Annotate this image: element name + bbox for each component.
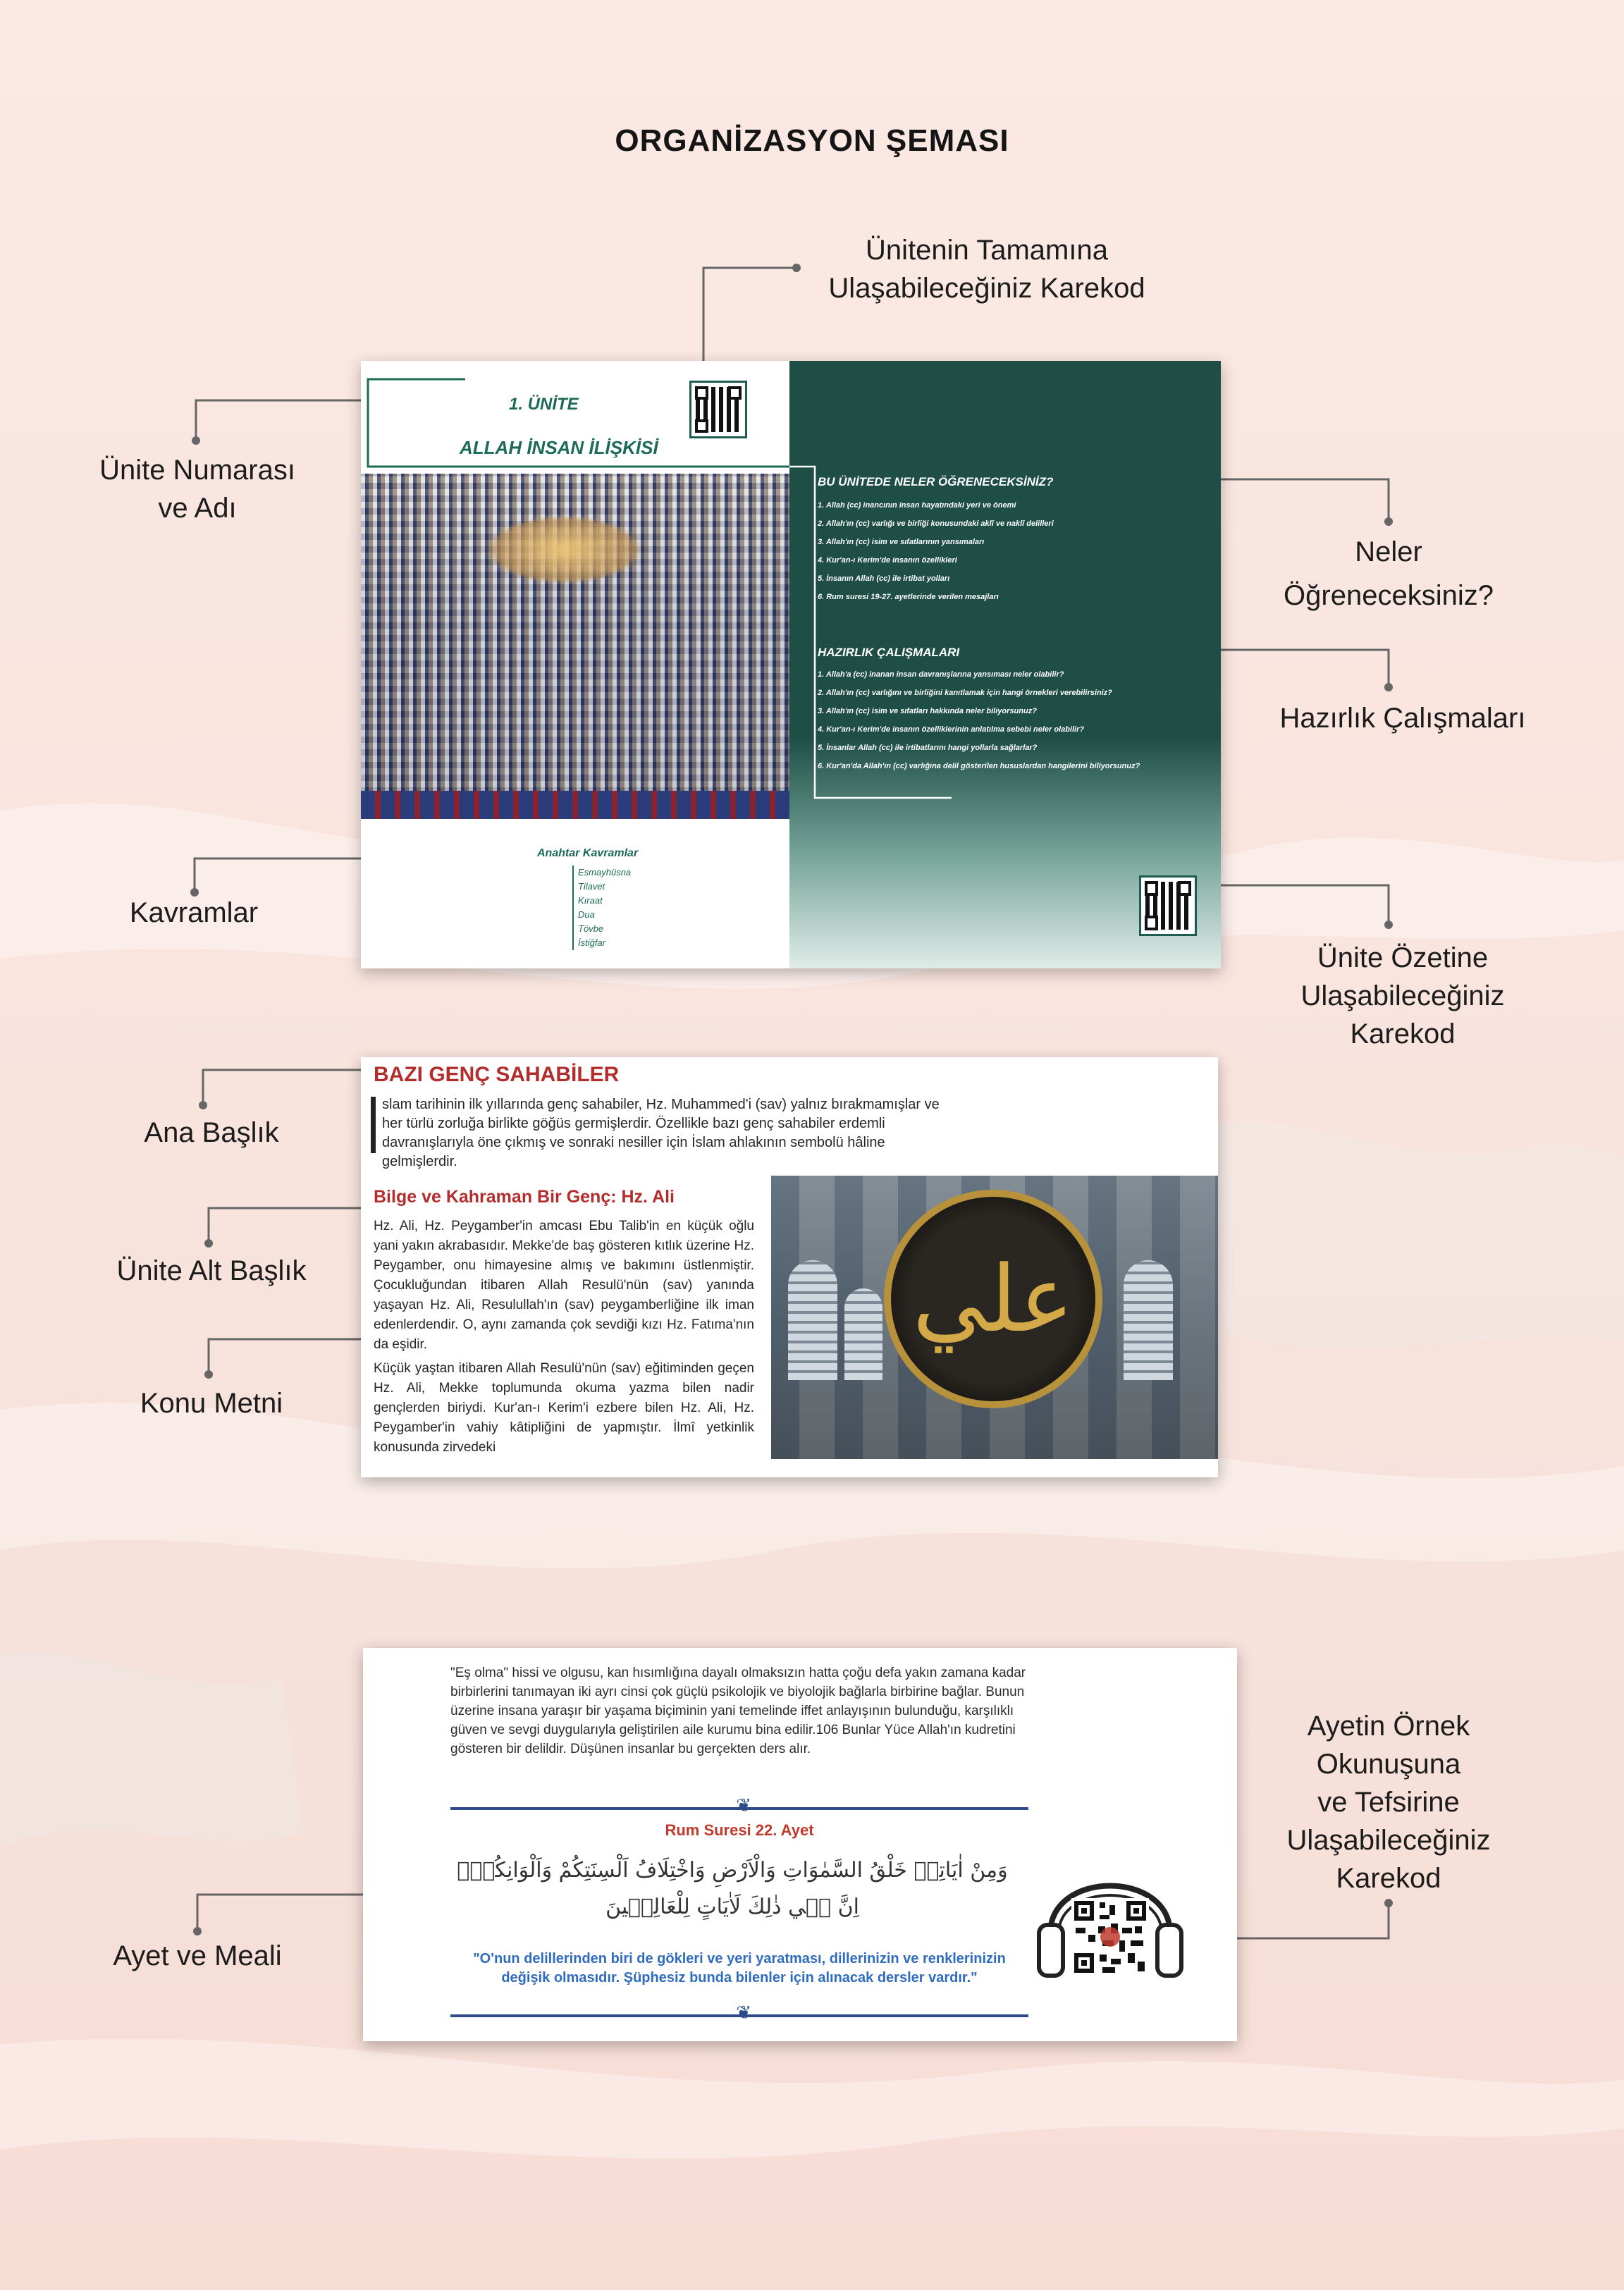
body-paragraph: Hz. Ali, Hz. Peygamber'in amcası Ebu Talib'in en küçük oğlu yani yakın akrabasıdır. Mekke'de baş gösteren kıtlık üzerine Hz. Peygamber, onu himayesine almış ve bakımını üstlenmiştir. Çocukluğundan itibaren Allah Resulü'nün (sav) yanında yaşayan Hz. Ali, Resulullah'ın (sav) peygamberliğine ilk iman edenlerdendir. O, aynı zamanda çok sevdiği kızı Hz. Fatıma'nın da eşidir. bbox=[374, 1219, 754, 1352]
callout-line: Ayet ve Meali bbox=[113, 1940, 282, 1971]
verse-panel bbox=[363, 1648, 1237, 2041]
callout-line: Ünite Alt Başlık bbox=[116, 1255, 307, 1286]
ornament-icon: ❦ bbox=[736, 2002, 751, 2023]
callout-line: ve Tefsirine bbox=[1317, 1787, 1460, 1818]
hazirlik-item: 2. Allah'ın (cc) varlığını ve birliğini kanıtlamak için hangi örnekleri verebilirsiniz? bbox=[818, 689, 1112, 697]
photo-rug bbox=[361, 791, 812, 819]
ornament-icon: ❦ bbox=[736, 1795, 751, 1816]
qr-corner bbox=[1145, 916, 1159, 930]
intro-text: slam tarihinin ilk yıllarında genç sahabiler, Hz. Muhammed'i (sav) yalnız bırakmamışlar ve her türlü zorluğa birlikte göğüs germişlerdir. Özellikle bazı genç sahabiler erdemli davranışlarıyla öne çıkmış ve sonraki nesiller için İslam ahlakının sembolü hâline gelmişlerdir. bbox=[382, 1097, 940, 1169]
headphones-icon[interactable] bbox=[1029, 1828, 1191, 1990]
callout-unite-ozeti bbox=[1241, 939, 1565, 1053]
callout-unite-numarasi bbox=[56, 451, 338, 527]
callout-ana-baslik bbox=[70, 1114, 352, 1152]
neler-item: 6. Rum suresi 19-27. ayetlerinde verilen mesajları bbox=[818, 593, 999, 601]
neler-item: 2. Allah'ın (cc) varlığı ve birliği konusundaki aklî ve naklî delilleri bbox=[818, 519, 1054, 528]
callout-ayet-karekod bbox=[1241, 1707, 1537, 1897]
callout-line: Ünite Numarası bbox=[99, 455, 295, 486]
callout-line: Ulaşabileceğiniz bbox=[1300, 980, 1505, 1011]
callout-ayet-meal bbox=[56, 1937, 338, 1975]
window-arch bbox=[1124, 1260, 1173, 1380]
unit-name: ALLAH İNSAN İLİŞKİSİ bbox=[460, 437, 658, 458]
kavramlar-list bbox=[572, 866, 631, 950]
drop-cap-i bbox=[371, 1097, 376, 1153]
neler-item: 5. İnsanın Allah (cc) ile irtibat yolları bbox=[818, 574, 950, 583]
neler-item: 4. Kur'an-ı Kerim'de insanın özellikleri bbox=[818, 556, 957, 565]
verse-translation: "O'nun delillerinden biri de gökleri ve yeri yaratması, dillerinizin ve renklerinizin değişik olmasıdır. Şüphesiz bunda bilenler için alınacak dersler vardır." bbox=[473, 1951, 1006, 1986]
qr-corner bbox=[728, 386, 742, 400]
hazirlik-list bbox=[818, 665, 1212, 775]
callout-alt-baslik bbox=[70, 1252, 352, 1290]
unit-cover-left bbox=[361, 361, 789, 968]
callout-line: Ünitenin Tamamına bbox=[866, 235, 1108, 266]
kavram-item: Kıraat bbox=[578, 895, 603, 906]
qr-corner bbox=[1145, 881, 1159, 896]
callout-line: Karekod bbox=[1336, 1863, 1441, 1894]
calligraphy-medallion bbox=[884, 1190, 1102, 1408]
qr-corner bbox=[695, 419, 709, 433]
qr-corner bbox=[695, 386, 709, 400]
neler-heading: BU ÜNİTEDE NELER ÖĞRENECEKSİNİZ? bbox=[818, 475, 1054, 488]
kavram-item: Tilavet bbox=[578, 881, 605, 892]
callout-konu-metni bbox=[70, 1384, 352, 1422]
medallion-text: علي bbox=[912, 1245, 1074, 1353]
hagia-sophia-photo bbox=[771, 1176, 1218, 1459]
hazirlik-heading: HAZIRLIK ÇALIŞMALARI bbox=[818, 646, 960, 659]
callout-line: Ana Başlık bbox=[144, 1117, 279, 1148]
leader-alt-baslik bbox=[209, 1208, 374, 1243]
window-arch bbox=[788, 1260, 837, 1380]
unit-number: 1. ÜNİTE bbox=[509, 395, 579, 414]
callout-kavramlar bbox=[70, 894, 317, 932]
callout-line: Hazırlık Çalışmaları bbox=[1279, 703, 1526, 734]
callout-hazirlik bbox=[1226, 699, 1579, 737]
unit-cover-right bbox=[789, 361, 1221, 968]
neler-item: 3. Allah'ın (cc) isim ve sıfatlarının yansımaları bbox=[818, 538, 985, 546]
hazirlik-item: 1. Allah'a (cc) inanan insan davranışlarına yansıması neler olabilir? bbox=[818, 670, 1064, 679]
callout-unite-karekod bbox=[775, 231, 1198, 307]
main-heading: BAZI GENÇ SAHABİLER bbox=[374, 1063, 620, 1086]
callout-line: Konu Metni bbox=[140, 1388, 283, 1419]
sub-heading: Bilge ve Kahraman Bir Genç: Hz. Ali bbox=[374, 1187, 675, 1207]
verse-intro-text: "Eş olma" hissi ve olgusu, kan hısımlığına dayalı olmaksızın hatta çoğu defa yakın zamana kadar birbirlerini tanımayan iki ayrı cinsi çok güçlü psikolojik ve biyolojik bağlarla birbirine bağlar. Bunun üzerine insana yaraşır bir yaşama biçiminin yani temelinde iffet anlayışının bulunduğu, karşılıklı güven ve sevgi duygularıyla geliştirilen aile kurumu bina edilir.106 Bunlar Yüce Allah'ın kudretini gösteren bir delildir. Düşünen insanlar bu gerçekten ders alır. bbox=[450, 1666, 1026, 1756]
leader-ayet-karekod bbox=[1214, 1903, 1389, 1938]
topic-page-panel bbox=[361, 1057, 1218, 1477]
qr-code-icon[interactable] bbox=[1139, 875, 1197, 936]
qr-corner bbox=[1178, 881, 1192, 896]
hazirlik-item: 4. Kur'an-ı Kerim'de insanın özelliklerinin anlatılma sebebi neler olabilir? bbox=[818, 725, 1085, 734]
leader-unite-ozeti bbox=[1214, 885, 1389, 925]
kavram-item: Esmayhüsna bbox=[578, 867, 632, 878]
unit-cover-panel bbox=[361, 361, 1221, 968]
callout-line: Karekod bbox=[1350, 1018, 1456, 1049]
page-title: ORGANİZASYON ŞEMASI bbox=[615, 123, 1009, 158]
body-paragraph: Küçük yaştan itibaren Allah Resulü'nün (sav) eğitiminden geçen Hz. Ali, Mekke toplumunda okuma yazma bilen nadir gençlerden biriydi. Kur'an-ı Kerim'i ezbere bilen Hz. Ali, Hz. Peygamber'in vahiy kâtipliğini de yapmıştır. İlmî yetkinlik konusunda zirvedeki bbox=[374, 1361, 754, 1455]
callout-line: Öğreneceksiniz? bbox=[1284, 580, 1494, 611]
mosque-crowd-photo bbox=[361, 474, 812, 819]
hazirlik-item: 3. Allah'ın (cc) isim ve sıfatları hakkında neler biliyorsunuz? bbox=[818, 707, 1037, 715]
kavram-item: İstiğfar bbox=[578, 937, 606, 948]
hazirlik-item: 6. Kur'an'da Allah'ın (cc) varlığına delil gösterilen hususlardan hangilerini biliyorsunuz? bbox=[818, 762, 1140, 770]
callout-line: ve Adı bbox=[158, 493, 237, 524]
callout-line: Ayetin Örnek bbox=[1307, 1711, 1470, 1742]
callout-neler bbox=[1226, 530, 1551, 617]
callout-line: Ünite Özetine bbox=[1317, 942, 1489, 973]
kavram-item: Dua bbox=[578, 909, 595, 920]
kavram-item: Tövbe bbox=[578, 923, 604, 934]
window-arch bbox=[844, 1288, 882, 1380]
arabic-verse: وَمِنْ اٰيَاتِه۪ خَلْقُ السَّمٰوَاتِ وَالْاَرْضِ وَاخْتِلَافُ اَلْسِنَتِكُمْ وَاَلْوَانِكُمْۜ اِنَّ ف۪ي ذٰلِكَ لَاٰيَاتٍ لِلْعَالِم۪ينَ bbox=[457, 1858, 1008, 1919]
kavramlar-title: Anahtar Kavramlar bbox=[537, 847, 639, 859]
callout-line: Okunuşuna bbox=[1316, 1749, 1461, 1780]
leader-ana-baslik bbox=[203, 1070, 374, 1105]
qr-code-icon[interactable] bbox=[689, 381, 747, 438]
callout-line: Neler bbox=[1355, 536, 1422, 567]
hazirlik-item: 5. İnsanlar Allah (cc) ile irtibatlarını hangi yollarla sağlarlar? bbox=[818, 744, 1038, 752]
callout-line: Ulaşabileceğiniz bbox=[1286, 1825, 1491, 1856]
neler-item: 1. Allah (cc) inancının insan hayatındaki yeri ve önemi bbox=[818, 501, 1016, 510]
body-text bbox=[374, 1217, 754, 1458]
leader-konu-metni bbox=[209, 1339, 374, 1374]
callout-line: Kavramlar bbox=[129, 897, 259, 928]
verse-title: Rum Suresi 22. Ayet bbox=[665, 1821, 814, 1839]
callout-line: Ulaşabileceğiniz Karekod bbox=[828, 273, 1145, 304]
neler-list bbox=[818, 496, 1212, 606]
